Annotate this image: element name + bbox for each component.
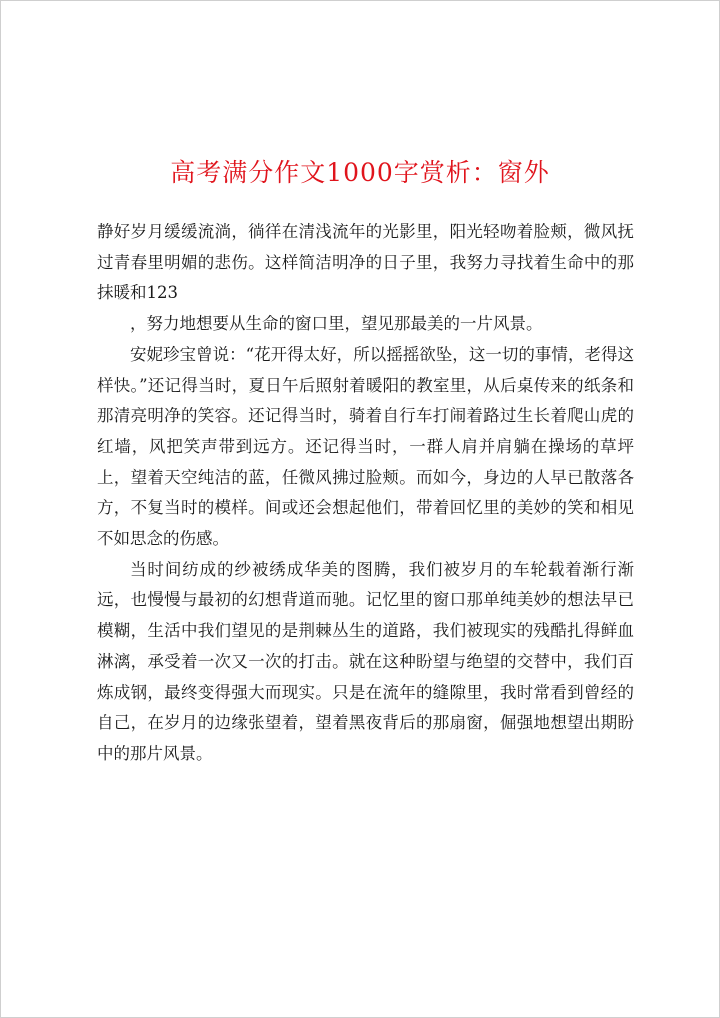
article-body <box>97 217 634 770</box>
paragraph-1: 静好岁月缓缓流淌，徜徉在清浅流年的光影里，阳光轻吻着脸颊，微风抚过青春里明媚的悲伤。这样简洁明净的日子里，我努力寻找着生命中的那抹暖和123 <box>97 222 634 303</box>
paragraph-2: ，努力地想要从生命的窗口里，望见那最美的一片风景。 <box>130 314 543 334</box>
paragraph-4: 当时间纺成的纱被绣成华美的图腾，我们被岁月的车轮载着渐行渐远，也慢慢与最初的幻想背道而驰。记忆里的窗口那单纯美妙的想法早已模糊，生活中我们望见的是荆棘丛生的道路，我们被现实的残酷扎得鲜血淋漓，承受着一次又一次的打击。就在这种盼望与绝望的交替中，我们百炼成钢，最终变得强大而现实。只是在流年的缝隙里，我时常看到曾经的自己，在岁月的边缘张望着，望着黑夜背后的那扇窗，倔强地想望出期盼中的那片风景。 <box>97 559 634 763</box>
paragraph-3: 安妮珍宝曾说：“花开得太好，所以摇摇欲坠，这一切的事情，老得这样快。”还记得当时，夏日午后照射着暖阳的教室里，从后桌传来的纸条和那清亮明净的笑容。还记得当时，骑着自行车打闹着路过生长着爬山虎的红墙，风把笑声带到远方。还记得当时，一群人肩并肩躺在操场的草坪上，望着天空纯洁的蓝，任微风拂过脸颊。而如今，身边的人早已散落各方，不复当时的模样。间或还会想起他们，带着回忆里的美妙的笑和相见不如思念的伤感。 <box>97 344 634 549</box>
page-title: 高考满分作文1000字赏析：窗外 <box>170 158 550 187</box>
